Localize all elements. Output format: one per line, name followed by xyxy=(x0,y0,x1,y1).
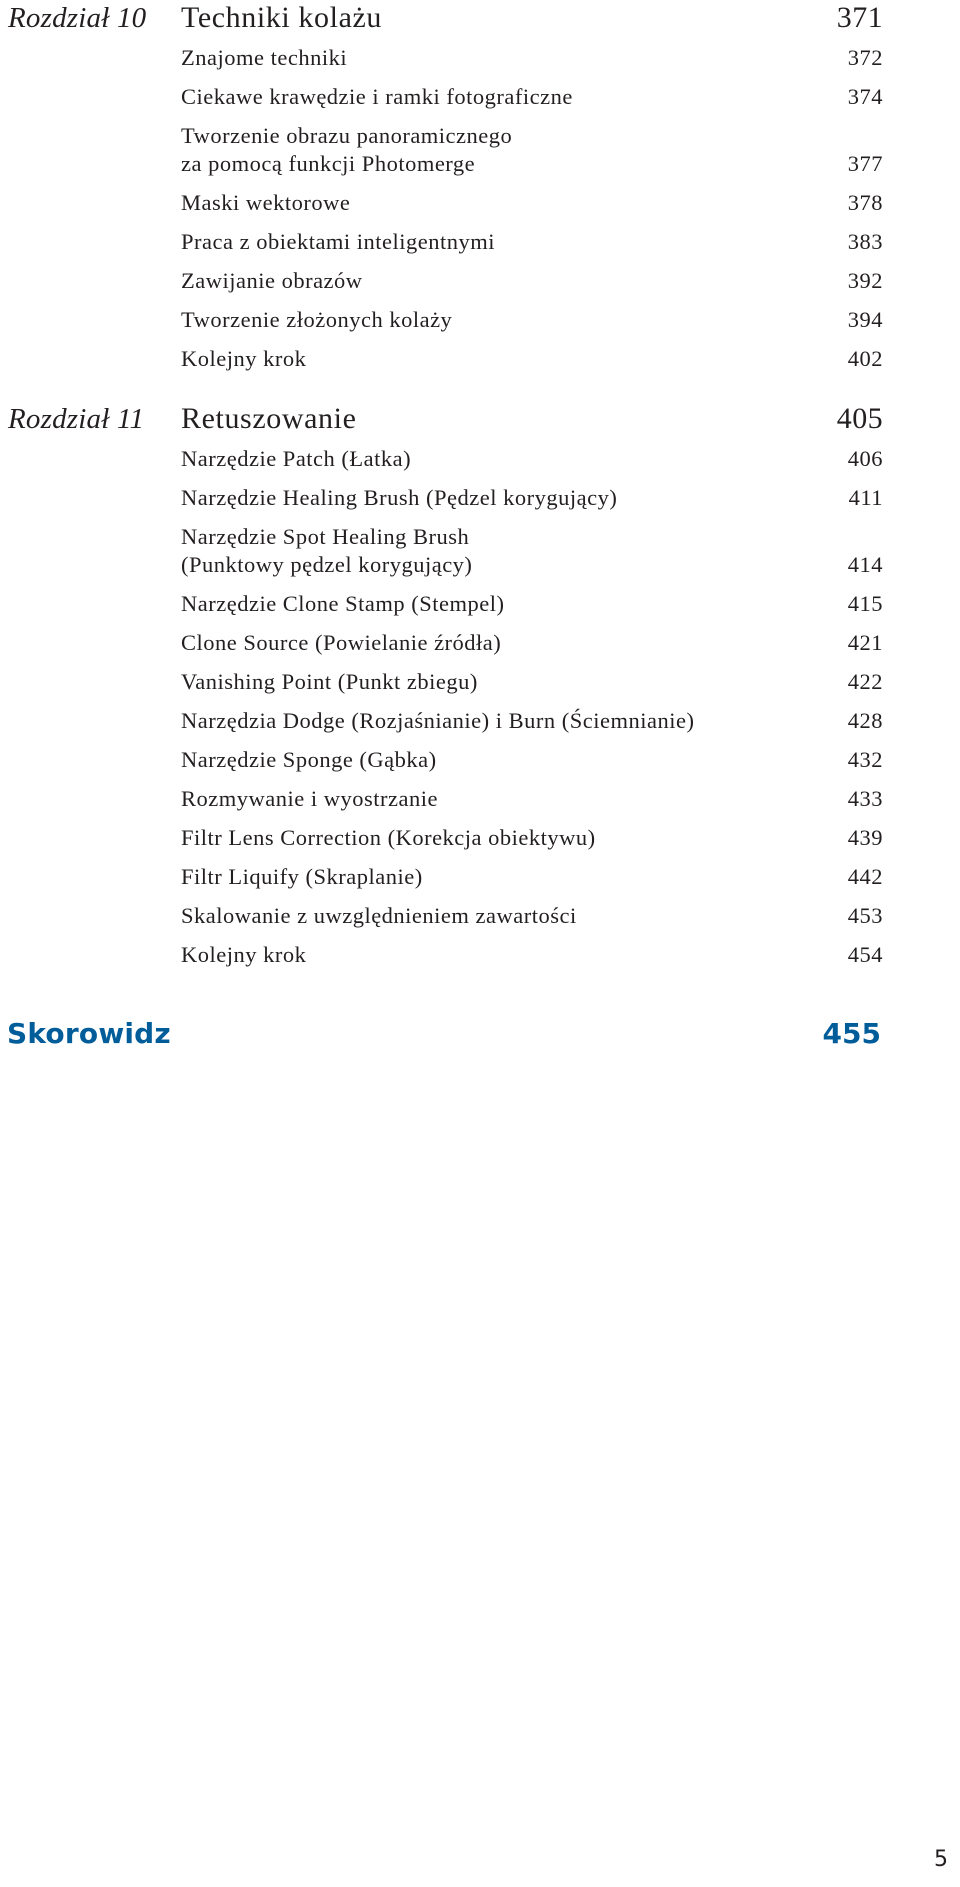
chapter-label: Rozdział 10 xyxy=(8,2,147,34)
chapter-entries xyxy=(0,44,960,373)
entry-title: Narzędzie Patch (Łatka) xyxy=(181,446,412,471)
entry-title: Tworzenie obrazu panoramicznego za pomocą funkcji Photomerge xyxy=(181,123,513,176)
chapter-entries xyxy=(0,445,960,969)
chapter-10 xyxy=(0,0,960,373)
toc-entry xyxy=(0,523,960,579)
entry-page-number: 406 xyxy=(847,446,883,471)
toc-entry xyxy=(0,484,960,512)
chapter-heading xyxy=(0,401,960,437)
entry-title: Skalowanie z uwzględnieniem zawartości xyxy=(181,903,577,928)
entry-title: Zawijanie obrazów xyxy=(181,268,363,293)
entry-title: Kolejny krok xyxy=(181,346,307,371)
toc-entry xyxy=(0,746,960,774)
entry-title: Tworzenie złożonych kolaży xyxy=(181,307,453,332)
entry-title: Vanishing Point (Punkt zbiegu) xyxy=(181,669,478,694)
entry-title: Kolejny krok xyxy=(181,942,307,967)
entry-page-number: 377 xyxy=(847,151,883,176)
toc-entry xyxy=(0,629,960,657)
entry-title: Clone Source (Powielanie źródła) xyxy=(181,630,502,655)
entry-title: Narzędzia Dodge (Rozjaśnianie) i Burn (Ściemnianie) xyxy=(181,708,695,733)
entry-page-number: 392 xyxy=(847,268,883,293)
entry-page-number: 442 xyxy=(847,864,883,889)
entry-title: Narzędzie Clone Stamp (Stempel) xyxy=(181,591,505,616)
entry-page-number: 378 xyxy=(847,190,883,215)
toc-entry xyxy=(0,863,960,891)
entry-page-number: 432 xyxy=(847,747,883,772)
toc-entry xyxy=(0,590,960,618)
toc-entry xyxy=(0,228,960,256)
entry-page-number: 453 xyxy=(847,903,883,928)
entry-title: Maski wektorowe xyxy=(181,190,351,215)
entry-page-number: 414 xyxy=(847,552,883,577)
entry-page-number: 454 xyxy=(847,942,883,967)
chapter-label: Rozdział 11 xyxy=(8,403,145,435)
chapter-page-number: 405 xyxy=(836,402,883,435)
toc-entry xyxy=(0,83,960,111)
entry-page-number: 374 xyxy=(847,84,883,109)
toc-entry xyxy=(0,707,960,735)
entry-page-number: 383 xyxy=(847,229,883,254)
page-folio: 5 xyxy=(934,1847,948,1872)
entry-page-number: 439 xyxy=(847,825,883,850)
entry-title: Rozmywanie i wyostrzanie xyxy=(181,786,438,811)
toc-entry xyxy=(0,345,960,373)
toc-entry xyxy=(0,445,960,473)
entry-page-number: 433 xyxy=(847,786,883,811)
entry-title: Narzędzie Healing Brush (Pędzel korygujący) xyxy=(181,485,618,510)
index-page-number: 455 xyxy=(822,1017,881,1050)
entry-title: Narzędzie Sponge (Gąbka) xyxy=(181,747,437,772)
entry-page-number: 421 xyxy=(847,630,883,655)
toc-entry xyxy=(0,306,960,334)
toc-entry xyxy=(0,902,960,930)
index-title: Skorowidz xyxy=(7,1017,171,1050)
entry-title: Praca z obiektami inteligentnymi xyxy=(181,229,496,254)
chapter-title: Techniki kolażu xyxy=(181,1,382,34)
entry-page-number: 411 xyxy=(848,485,883,510)
chapter-title: Retuszowanie xyxy=(181,402,357,435)
entry-title: Znajome techniki xyxy=(181,45,348,70)
entry-page-number: 372 xyxy=(847,45,883,70)
toc-entry xyxy=(0,668,960,696)
entry-page-number: 415 xyxy=(847,591,883,616)
chapter-11 xyxy=(0,401,960,969)
toc-entry xyxy=(0,189,960,217)
toc-entry xyxy=(0,122,960,178)
chapter-heading xyxy=(0,0,960,36)
entry-title: Narzędzie Spot Healing Brush (Punktowy pędzel korygujący) xyxy=(181,524,473,577)
toc-entry xyxy=(0,785,960,813)
toc-entry xyxy=(0,44,960,72)
index-heading xyxy=(0,1016,960,1052)
entry-title: Filtr Lens Correction (Korekcja obiektywu) xyxy=(181,825,596,850)
entry-page-number: 402 xyxy=(847,346,883,371)
chapter-page-number: 371 xyxy=(836,1,883,34)
toc-entry xyxy=(0,267,960,295)
entry-title: Filtr Liquify (Skraplanie) xyxy=(181,864,423,889)
entry-page-number: 428 xyxy=(847,708,883,733)
toc-entry xyxy=(0,941,960,969)
entry-title: Ciekawe krawędzie i ramki fotograficzne xyxy=(181,84,573,109)
entry-page-number: 422 xyxy=(847,669,883,694)
entry-page-number: 394 xyxy=(847,307,883,332)
toc-entry xyxy=(0,824,960,852)
